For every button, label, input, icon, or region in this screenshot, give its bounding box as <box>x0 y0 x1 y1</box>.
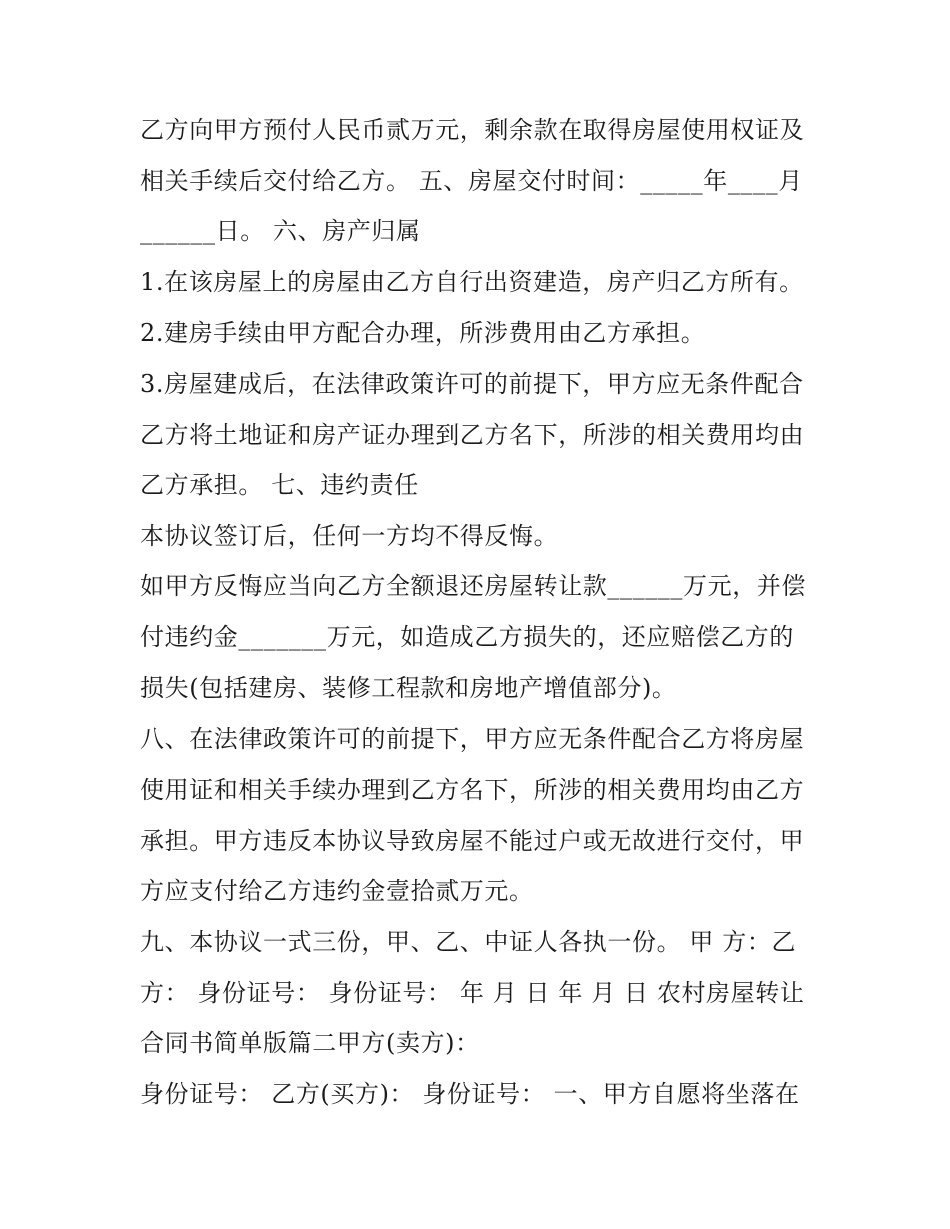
text-line: 乙方向甲方预付人民币贰万元，剩余款在取得房屋使用权证及 <box>140 116 805 144</box>
text-line: 方应支付给乙方违约金壹拾贰万元。 <box>140 877 534 905</box>
text-line: 如甲方反悔应当向乙方全额退还房屋转让款______万元，并偿 <box>140 572 806 600</box>
text-line: 2.建房手续由甲方配合办理，所涉费用由乙方承担。 <box>140 319 706 347</box>
text-line: ______日。 六、房产归属 <box>140 217 421 245</box>
text-line: 损失(包括建房、装修工程款和房地产增值部分)。 <box>140 674 677 702</box>
text-line: 使用证和相关手续办理到乙方名下，所涉的相关费用均由乙方 <box>140 776 805 804</box>
text-line: 乙方承担。 七、违约责任 <box>140 471 419 499</box>
text-line: 付违约金_______万元，如造成乙方损失的，还应赔偿乙方的 <box>140 623 794 651</box>
text-line: 本协议签订后，任何一方均不得反悔。 <box>140 522 559 550</box>
text-line: 承担。甲方违反本协议导致房屋不能过户或无故进行交付，甲 <box>140 827 805 855</box>
text-line: 1.在该房屋上的房屋由乙方自行出资建造，房产归乙方所有。 <box>140 268 804 296</box>
text-line: 身份证号： 乙方(买方)： 身份证号： 一、甲方自愿将坐落在 <box>140 1080 800 1108</box>
text-line: 合同书简单版篇二甲方(卖方)： <box>140 1029 480 1057</box>
text-line: 乙方将土地证和房产证办理到乙方名下，所涉的相关费用均由 <box>140 421 805 449</box>
text-line: 相关手续后交付给乙方。 五、房屋交付时间：_____年____月 <box>140 167 803 195</box>
text-line: 九、本协议一式三份，甲、乙、中证人各执一份。 甲 方：乙 <box>140 928 797 956</box>
text-line: 八、在法律政策许可的前提下，甲方应无条件配合乙方将房屋 <box>140 725 805 753</box>
text-line: 3.房屋建成后，在法律政策许可的前提下，甲方应无条件配合 <box>140 370 804 398</box>
text-line: 方： 身份证号： 身份证号： 年 月 日 年 月 日 农村房屋转让 <box>140 979 805 1007</box>
